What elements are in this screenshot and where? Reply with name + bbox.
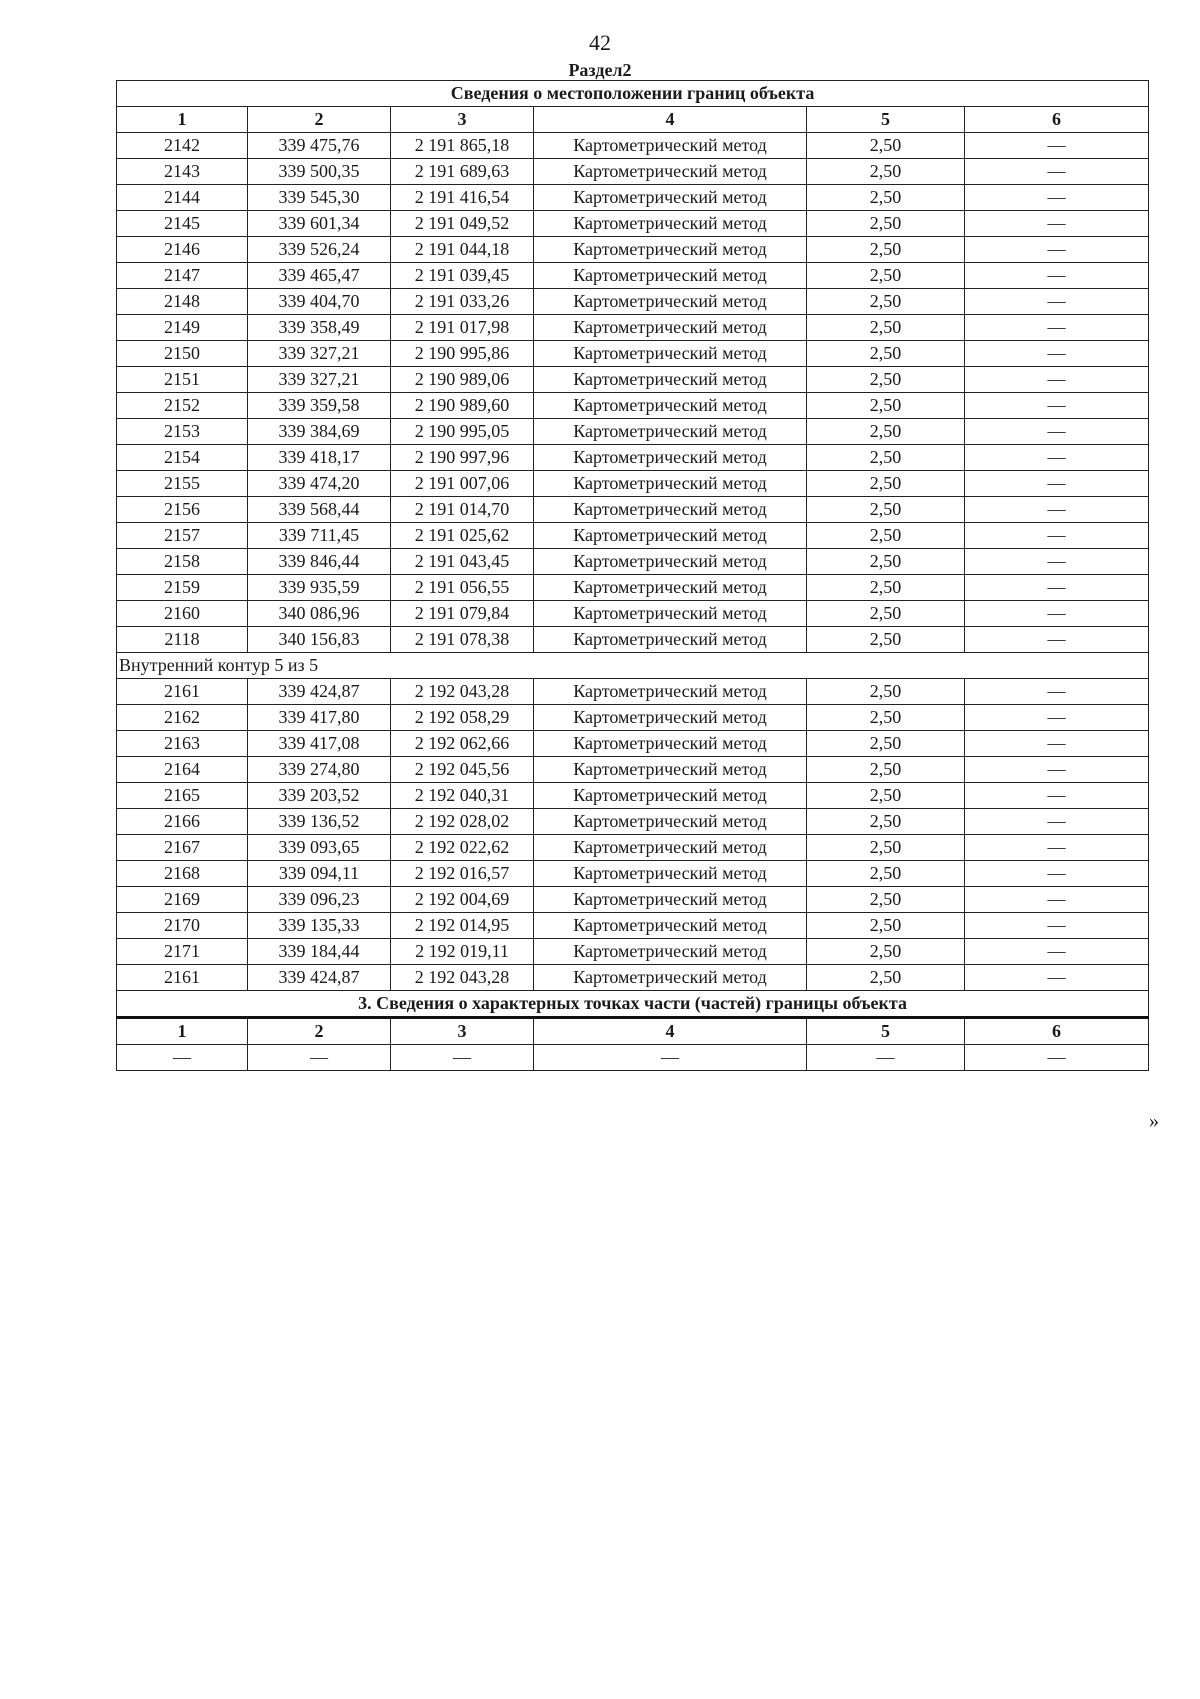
table-row-cell-2: 339 404,70 [248, 289, 391, 315]
table-row-cell-1: 2144 [117, 185, 248, 211]
section3-row-cell-3: — [391, 1045, 534, 1071]
table-row-cell-3: 2 191 039,45 [391, 263, 534, 289]
table-row [117, 393, 1149, 419]
section3-heading: 3. Сведения о характерных точках части (частей) границы объекта [117, 991, 1149, 1018]
table-row-cell-4: Картометрический метод [534, 939, 807, 965]
table-row-cell-1: 2161 [117, 679, 248, 705]
table-row-cell-2: 339 417,08 [248, 731, 391, 757]
table-row-cell-4: Картометрический метод [534, 263, 807, 289]
table-row-cell-3: 2 191 014,70 [391, 497, 534, 523]
table-row-cell-6: — [965, 913, 1149, 939]
table-row-cell-6: — [965, 705, 1149, 731]
table-row-cell-1: 2146 [117, 237, 248, 263]
section3-row-cell-5: — [807, 1045, 965, 1071]
table-row [117, 679, 1149, 705]
table-row-cell-3: 2 191 078,38 [391, 627, 534, 653]
table-row-cell-2: 339 545,30 [248, 185, 391, 211]
table-row-cell-4: Картометрический метод [534, 809, 807, 835]
table-row-cell-5: 2,50 [807, 393, 965, 419]
boundary-table [116, 80, 1149, 1071]
table-row-cell-5: 2,50 [807, 939, 965, 965]
closing-quote: » [1149, 1110, 1159, 1132]
table-row-cell-4: Картометрический метод [534, 731, 807, 757]
table-row-cell-5: 2,50 [807, 601, 965, 627]
table-row-cell-5: 2,50 [807, 965, 965, 991]
table-row-cell-6: — [965, 523, 1149, 549]
table-row-cell-6: — [965, 939, 1149, 965]
section3-row-cell-6: — [965, 1045, 1149, 1071]
column-header [117, 107, 1149, 133]
table-row-cell-4: Картометрический метод [534, 315, 807, 341]
table-row-cell-3: 2 190 995,05 [391, 419, 534, 445]
column-header-cell-4: 4 [534, 107, 807, 133]
table-row-cell-3: 2 192 022,62 [391, 835, 534, 861]
table-row [117, 549, 1149, 575]
table-row-cell-2: 339 417,80 [248, 705, 391, 731]
table-row-cell-3: 2 190 997,96 [391, 445, 534, 471]
table-row-cell-3: 2 192 058,29 [391, 705, 534, 731]
table-row-cell-6: — [965, 263, 1149, 289]
table-row-cell-5: 2,50 [807, 133, 965, 159]
table-row-cell-2: 339 475,76 [248, 133, 391, 159]
table-row-cell-3: 2 190 989,06 [391, 367, 534, 393]
table-row-cell-6: — [965, 601, 1149, 627]
table-row-cell-5: 2,50 [807, 445, 965, 471]
table-row-cell-5: 2,50 [807, 757, 965, 783]
table-row-cell-4: Картометрический метод [534, 835, 807, 861]
table-row-cell-4: Картометрический метод [534, 757, 807, 783]
table-row [117, 939, 1149, 965]
table-row-cell-2: 339 135,33 [248, 913, 391, 939]
table-row-cell-5: 2,50 [807, 731, 965, 757]
table-row-cell-4: Картометрический метод [534, 445, 807, 471]
table-row-cell-2: 339 935,59 [248, 575, 391, 601]
table-row-cell-5: 2,50 [807, 705, 965, 731]
table-row-cell-1: 2143 [117, 159, 248, 185]
table-row-cell-3: 2 192 014,95 [391, 913, 534, 939]
table-row-cell-4: Картометрический метод [534, 497, 807, 523]
table-row-cell-2: 339 465,47 [248, 263, 391, 289]
table-row-cell-1: 2154 [117, 445, 248, 471]
table-row-cell-3: 2 192 040,31 [391, 783, 534, 809]
section3-row [117, 1045, 1149, 1071]
table-row-cell-5: 2,50 [807, 809, 965, 835]
table-row-cell-4: Картометрический метод [534, 471, 807, 497]
table-row-cell-1: 2151 [117, 367, 248, 393]
table-row-cell-3: 2 190 989,60 [391, 393, 534, 419]
table-row-cell-5: 2,50 [807, 835, 965, 861]
table-row-cell-6: — [965, 549, 1149, 575]
section3-row-cell-4: — [534, 1045, 807, 1071]
table-row-cell-5: 2,50 [807, 471, 965, 497]
table-row-cell-3: 2 191 017,98 [391, 315, 534, 341]
table-row-cell-2: 339 711,45 [248, 523, 391, 549]
table-row-cell-3: 2 191 056,55 [391, 575, 534, 601]
column-header-cell-3: 3 [391, 107, 534, 133]
table-row-cell-4: Картометрический метод [534, 601, 807, 627]
table-row-cell-1: 2169 [117, 887, 248, 913]
section3-row-cell-2: — [248, 1045, 391, 1071]
table-row-cell-1: 2152 [117, 393, 248, 419]
table-row [117, 159, 1149, 185]
table-row-cell-4: Картометрический метод [534, 887, 807, 913]
table-row-cell-1: 2159 [117, 575, 248, 601]
table-row-cell-1: 2170 [117, 913, 248, 939]
table-row-cell-3: 2 192 016,57 [391, 861, 534, 887]
table-row-cell-4: Картометрический метод [534, 575, 807, 601]
section3-column-header-cell-1: 1 [117, 1018, 248, 1045]
table-row-cell-1: 2160 [117, 601, 248, 627]
table-row-cell-4: Картометрический метод [534, 679, 807, 705]
table-row-cell-5: 2,50 [807, 679, 965, 705]
table-row-cell-1: 2145 [117, 211, 248, 237]
table-row-cell-1: 2142 [117, 133, 248, 159]
table-row-cell-2: 339 327,21 [248, 367, 391, 393]
table-row-cell-1: 2165 [117, 783, 248, 809]
table-row-cell-3: 2 191 689,63 [391, 159, 534, 185]
table-row [117, 419, 1149, 445]
table-row-cell-4: Картометрический метод [534, 419, 807, 445]
table-row-cell-4: Картометрический метод [534, 237, 807, 263]
table-row-cell-4: Картометрический метод [534, 965, 807, 991]
table-row-cell-3: 2 191 025,62 [391, 523, 534, 549]
section3-column-header [117, 1018, 1149, 1045]
table-row-cell-2: 339 846,44 [248, 549, 391, 575]
table-row-cell-5: 2,50 [807, 549, 965, 575]
table-row [117, 731, 1149, 757]
table-row [117, 237, 1149, 263]
table-row-cell-6: — [965, 393, 1149, 419]
column-header-cell-1: 1 [117, 107, 248, 133]
table-row-cell-1: 2118 [117, 627, 248, 653]
table-row-cell-1: 2156 [117, 497, 248, 523]
table-row-cell-1: 2164 [117, 757, 248, 783]
table-row-cell-5: 2,50 [807, 783, 965, 809]
table-row-cell-1: 2148 [117, 289, 248, 315]
section-heading: Сведения о местоположении границ объекта [117, 81, 1149, 107]
table-row-cell-3: 2 191 049,52 [391, 211, 534, 237]
table-row-cell-5: 2,50 [807, 159, 965, 185]
table-row-cell-2: 339 096,23 [248, 887, 391, 913]
table-row-cell-1: 2158 [117, 549, 248, 575]
table-row-cell-2: 339 526,24 [248, 237, 391, 263]
table-row-cell-2: 339 500,35 [248, 159, 391, 185]
table-row-cell-6: — [965, 341, 1149, 367]
contour-label: Внутренний контур 5 из 5 [117, 653, 1149, 679]
table-row-cell-1: 2150 [117, 341, 248, 367]
table-row-cell-5: 2,50 [807, 523, 965, 549]
table-row-cell-6: — [965, 419, 1149, 445]
table-row [117, 887, 1149, 913]
table-row-cell-2: 339 384,69 [248, 419, 391, 445]
table-row-cell-2: 339 203,52 [248, 783, 391, 809]
table-row [117, 913, 1149, 939]
table-row-cell-3: 2 192 043,28 [391, 679, 534, 705]
table-row [117, 757, 1149, 783]
table-row-cell-3: 2 192 004,69 [391, 887, 534, 913]
table-row-cell-6: — [965, 445, 1149, 471]
table-row-cell-4: Картометрический метод [534, 393, 807, 419]
table-row [117, 627, 1149, 653]
table-row-cell-6: — [965, 575, 1149, 601]
table-row-cell-2: 339 474,20 [248, 471, 391, 497]
table-row [117, 211, 1149, 237]
section3-column-header-cell-4: 4 [534, 1018, 807, 1045]
table-row-cell-1: 2153 [117, 419, 248, 445]
table-row-cell-2: 339 094,11 [248, 861, 391, 887]
table-row-cell-2: 339 359,58 [248, 393, 391, 419]
table-row-cell-4: Картометрический метод [534, 159, 807, 185]
table-row-cell-6: — [965, 627, 1149, 653]
table-row-cell-6: — [965, 679, 1149, 705]
table-row-cell-6: — [965, 861, 1149, 887]
column-header-cell-5: 5 [807, 107, 965, 133]
table-row-cell-3: 2 191 079,84 [391, 601, 534, 627]
table-row-cell-3: 2 192 043,28 [391, 965, 534, 991]
table-row-cell-4: Картометрический метод [534, 211, 807, 237]
table-row-cell-4: Картометрический метод [534, 549, 807, 575]
table-row [117, 523, 1149, 549]
table-row-cell-3: 2 191 044,18 [391, 237, 534, 263]
table-row-cell-2: 339 274,80 [248, 757, 391, 783]
section3-row-cell-1: — [117, 1045, 248, 1071]
table-row-cell-2: 339 093,65 [248, 835, 391, 861]
table-row-cell-5: 2,50 [807, 497, 965, 523]
table-row-cell-1: 2166 [117, 809, 248, 835]
table-row [117, 497, 1149, 523]
table-row-cell-2: 339 136,52 [248, 809, 391, 835]
table-row-cell-2: 340 086,96 [248, 601, 391, 627]
table-row-cell-6: — [965, 289, 1149, 315]
table-row-cell-5: 2,50 [807, 627, 965, 653]
table-row-cell-4: Картометрический метод [534, 341, 807, 367]
table-row-cell-3: 2 190 995,86 [391, 341, 534, 367]
table-row-cell-2: 339 424,87 [248, 679, 391, 705]
section-title: Раздел2 [568, 60, 632, 80]
table-row [117, 289, 1149, 315]
table-row [117, 263, 1149, 289]
table-row [117, 861, 1149, 887]
table-row-cell-1: 2167 [117, 835, 248, 861]
section3-heading-row [117, 991, 1149, 1018]
table-row-cell-3: 2 192 062,66 [391, 731, 534, 757]
table-row-cell-6: — [965, 133, 1149, 159]
table-row-cell-3: 2 191 033,26 [391, 289, 534, 315]
table-row-cell-2: 339 601,34 [248, 211, 391, 237]
table-row-cell-5: 2,50 [807, 861, 965, 887]
table-row-cell-1: 2147 [117, 263, 248, 289]
table-row-cell-4: Картометрический метод [534, 367, 807, 393]
table-row-cell-3: 2 191 043,45 [391, 549, 534, 575]
table-row-cell-5: 2,50 [807, 575, 965, 601]
table-row [117, 471, 1149, 497]
section3-column-header-cell-5: 5 [807, 1018, 965, 1045]
section3-column-header-cell-6: 6 [965, 1018, 1149, 1045]
table-row-cell-5: 2,50 [807, 185, 965, 211]
table-row-cell-4: Картометрический метод [534, 523, 807, 549]
table-row-cell-5: 2,50 [807, 341, 965, 367]
column-header-cell-2: 2 [248, 107, 391, 133]
table-row-cell-4: Картометрический метод [534, 627, 807, 653]
table-row-cell-4: Картометрический метод [534, 861, 807, 887]
table-row-cell-4: Картометрический метод [534, 289, 807, 315]
table-row-cell-6: — [965, 965, 1149, 991]
table-row-cell-6: — [965, 237, 1149, 263]
table-row-cell-5: 2,50 [807, 237, 965, 263]
table-row [117, 835, 1149, 861]
table-row [117, 809, 1149, 835]
section3-column-header-cell-3: 3 [391, 1018, 534, 1045]
column-header-cell-6: 6 [965, 107, 1149, 133]
boundary-table-body [117, 81, 1149, 1071]
table-row-cell-6: — [965, 159, 1149, 185]
table-row-cell-3: 2 191 007,06 [391, 471, 534, 497]
table-row-cell-6: — [965, 211, 1149, 237]
table-row-cell-4: Картометрический метод [534, 913, 807, 939]
table-row-cell-5: 2,50 [807, 315, 965, 341]
table-row-cell-1: 2162 [117, 705, 248, 731]
table-row-cell-3: 2 192 028,02 [391, 809, 534, 835]
table-row-cell-6: — [965, 783, 1149, 809]
table-row [117, 367, 1149, 393]
table-row-cell-5: 2,50 [807, 289, 965, 315]
table-row-cell-4: Картометрический метод [534, 133, 807, 159]
contour-label-row [117, 653, 1149, 679]
table-row-cell-5: 2,50 [807, 263, 965, 289]
table-row-cell-2: 339 184,44 [248, 939, 391, 965]
table-row-cell-4: Картометрический метод [534, 705, 807, 731]
table-row-cell-1: 2171 [117, 939, 248, 965]
table-row-cell-6: — [965, 471, 1149, 497]
table-row-cell-1: 2161 [117, 965, 248, 991]
table-row-cell-6: — [965, 367, 1149, 393]
table-row-cell-5: 2,50 [807, 367, 965, 393]
table-row-cell-1: 2157 [117, 523, 248, 549]
table-row-cell-4: Картометрический метод [534, 185, 807, 211]
table-row-cell-6: — [965, 315, 1149, 341]
table-row-cell-4: Картометрический метод [534, 783, 807, 809]
table-row-cell-6: — [965, 185, 1149, 211]
table-row [117, 575, 1149, 601]
table-row [117, 965, 1149, 991]
table-row-cell-6: — [965, 757, 1149, 783]
table-row-cell-5: 2,50 [807, 211, 965, 237]
table-row [117, 783, 1149, 809]
table-row-cell-6: — [965, 809, 1149, 835]
table-row [117, 133, 1149, 159]
table-row [117, 341, 1149, 367]
table-row [117, 185, 1149, 211]
table-row-cell-3: 2 191 865,18 [391, 133, 534, 159]
table-row-cell-5: 2,50 [807, 887, 965, 913]
table-row-cell-1: 2149 [117, 315, 248, 341]
table-row-cell-5: 2,50 [807, 913, 965, 939]
page-number: 42 [589, 30, 611, 55]
table-row-cell-6: — [965, 497, 1149, 523]
table-row-cell-2: 339 358,49 [248, 315, 391, 341]
table-row-cell-1: 2163 [117, 731, 248, 757]
table-row [117, 601, 1149, 627]
table-row-cell-2: 339 327,21 [248, 341, 391, 367]
table-row [117, 705, 1149, 731]
table-row-cell-1: 2155 [117, 471, 248, 497]
table-row-cell-3: 2 191 416,54 [391, 185, 534, 211]
table-row-cell-3: 2 192 019,11 [391, 939, 534, 965]
table-row-cell-6: — [965, 887, 1149, 913]
table-row-cell-1: 2168 [117, 861, 248, 887]
table-row-cell-2: 340 156,83 [248, 627, 391, 653]
table-row-cell-5: 2,50 [807, 419, 965, 445]
table-row-cell-6: — [965, 731, 1149, 757]
table-row-cell-6: — [965, 835, 1149, 861]
table-row-cell-2: 339 418,17 [248, 445, 391, 471]
table-row-cell-2: 339 424,87 [248, 965, 391, 991]
table-row [117, 315, 1149, 341]
section3-column-header-cell-2: 2 [248, 1018, 391, 1045]
section-heading-row [117, 81, 1149, 107]
table-row [117, 445, 1149, 471]
table-row-cell-3: 2 192 045,56 [391, 757, 534, 783]
table-row-cell-2: 339 568,44 [248, 497, 391, 523]
